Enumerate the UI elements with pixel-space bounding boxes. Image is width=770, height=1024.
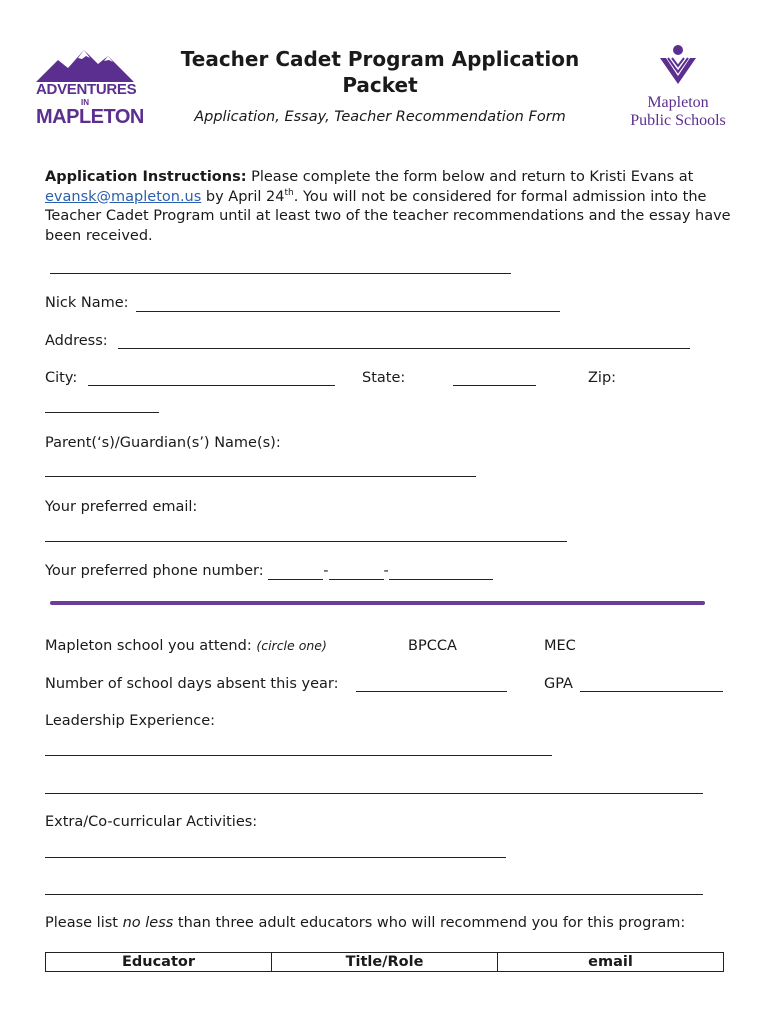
col-title-role: Title/Role: [272, 953, 498, 971]
full-name-line[interactable]: [50, 273, 511, 274]
reader-emblem-icon: [656, 44, 700, 90]
educators-prompt: [45, 915, 685, 931]
nick-name-line[interactable]: [136, 311, 560, 312]
logo-right-line2: Public Schools: [630, 112, 726, 129]
preferred-email-label: Your preferred email:: [45, 499, 198, 515]
city-label: City:: [45, 370, 78, 386]
adventures-in-mapleton-logo: [36, 48, 144, 130]
leadership-line-1[interactable]: [45, 755, 552, 756]
preferred-email-line[interactable]: [45, 541, 567, 542]
nick-name-label: Nick Name:: [45, 295, 129, 311]
phone-sep-1: -: [323, 563, 329, 579]
page-subtitle: Application, Essay, Teacher Recommendation Form: [194, 109, 566, 125]
col-email: email: [588, 954, 633, 970]
instructions-text-a: Please complete the form below and return to Kristi Evans at: [246, 169, 694, 185]
state-line[interactable]: [453, 385, 536, 386]
phone-sep-2: -: [383, 563, 389, 579]
phone-line-number[interactable]: [389, 563, 493, 580]
parents-line[interactable]: [45, 476, 476, 477]
school-hint: (circle one): [256, 638, 327, 653]
absent-line[interactable]: [356, 691, 507, 692]
address-line[interactable]: [118, 348, 690, 349]
school-option-mec[interactable]: MEC: [544, 638, 576, 654]
state-label: State:: [362, 370, 406, 386]
leadership-line-2[interactable]: [45, 793, 703, 794]
educators-table-header: [45, 952, 724, 972]
parents-label: Parent(‘s)/Guardian(s’) Name(s):: [45, 435, 281, 451]
instructions-text-b: by April 24: [201, 188, 285, 205]
instructions-text-c: . You will not be considered for formal admission into the Teacher Cadet Program until at least two of the teacher recommendations and the essay have been received.: [45, 188, 731, 244]
mapleton-public-schools-logo: [626, 44, 730, 132]
absent-label: Number of school days absent this year:: [45, 676, 339, 692]
instructions-sup: th: [284, 187, 294, 198]
city-line[interactable]: [88, 385, 335, 386]
gpa-label: GPA: [544, 676, 573, 692]
address-label: Address:: [45, 333, 108, 349]
phone-prefix-line[interactable]: [329, 563, 384, 580]
activities-label: Extra/Co-curricular Activities:: [45, 814, 258, 830]
phone-label: [45, 563, 493, 580]
section-divider: [50, 601, 705, 605]
contact-email-link[interactable]: evansk@mapleton.us: [45, 188, 202, 205]
educators-prompt-em: no less: [122, 915, 174, 931]
logo-line2: IN: [81, 98, 89, 107]
instructions-heading: Application Instructions:: [45, 169, 247, 185]
phone-area-line[interactable]: [268, 563, 323, 580]
mountain-icon: [36, 48, 134, 82]
col-educator: Educator: [46, 953, 272, 971]
gpa-line[interactable]: [580, 691, 723, 692]
school-label-text: Mapleton school you attend:: [45, 638, 257, 654]
logo-line1: ADVENTURES: [36, 81, 137, 98]
activities-line-2[interactable]: [45, 894, 703, 895]
school-option-bpcca[interactable]: BPCCA: [408, 638, 457, 654]
zip-label: Zip:: [588, 370, 617, 386]
page-title: Teacher Cadet Program Application Packet: [180, 47, 580, 97]
logo-line3: MAPLETON: [36, 106, 144, 128]
phone-label-text: Your preferred phone number:: [45, 563, 264, 579]
school-label: [45, 638, 327, 654]
educators-prompt-b: than three adult educators who will recommend you for this program:: [173, 915, 686, 931]
application-instructions: [45, 168, 735, 246]
zip-line[interactable]: [45, 412, 159, 413]
leadership-label: Leadership Experience:: [45, 713, 216, 729]
logo-right-line1: Mapleton: [647, 94, 709, 111]
activities-line-1[interactable]: [45, 857, 506, 858]
educators-prompt-a: Please list: [45, 915, 123, 931]
